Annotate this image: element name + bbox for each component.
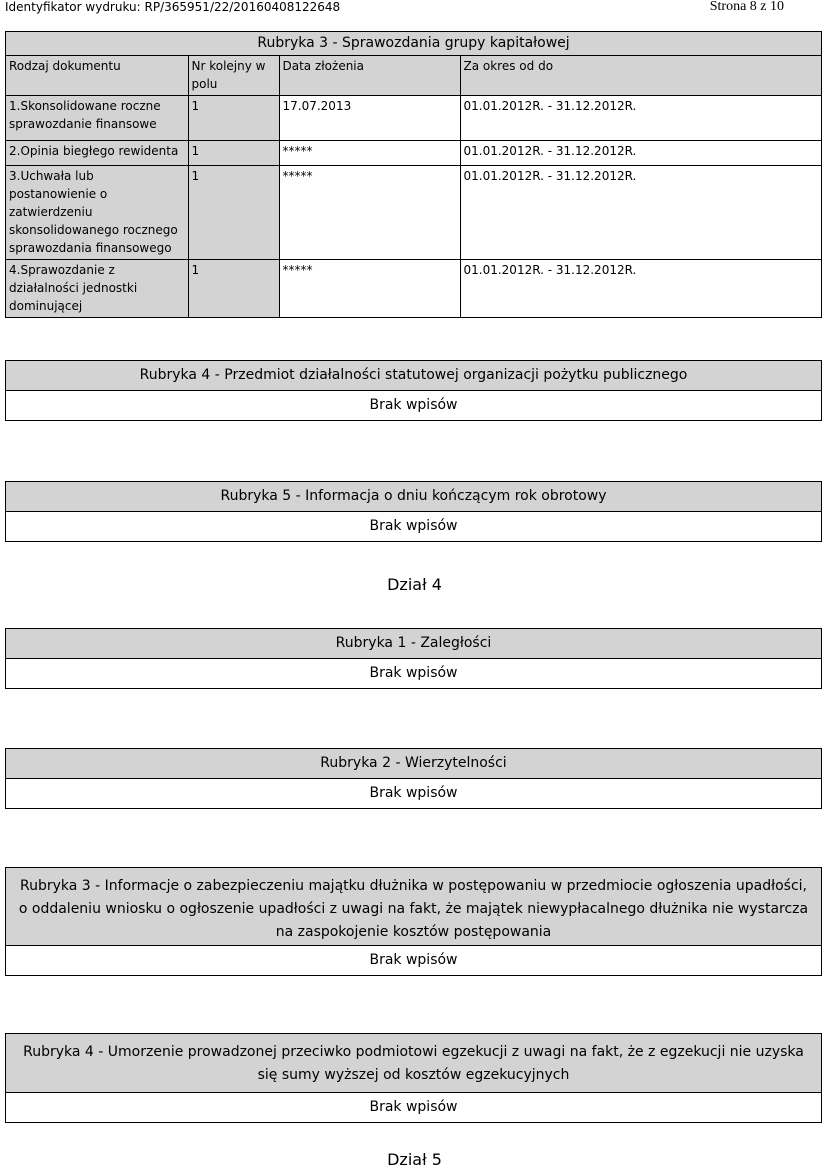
period-cell: 01.01.2012R. - 31.12.2012R.: [460, 260, 821, 318]
table-header-row: [6, 56, 821, 96]
reports-table: [6, 55, 821, 317]
rubryka-3-title: Rubryka 3 - Sprawozdania grupy kapitałowej: [6, 32, 821, 55]
section-title: Rubryka 4 - Umorzenie prowadzonej przeciwko podmiotowi egzekucji z uwagi na fakt, że z egzekucji nie uzyska się sumy wyższej od kosztów egzekucyjnych: [6, 1034, 821, 1093]
section-empty-text: Brak wpisów: [369, 665, 458, 681]
filing-date-cell: *****: [279, 260, 460, 318]
filing-date-cell: 17.07.2013: [279, 96, 460, 141]
page-number: Strona 8 z 10: [709, 0, 784, 14]
table-row: [6, 166, 821, 260]
column-header: Za okres od do: [460, 56, 821, 96]
sequence-number-cell: 1: [188, 141, 279, 166]
section-title: Rubryka 4 - Przedmiot działalności statutowej organizacji pożytku publicznego: [6, 361, 821, 391]
period-cell: 01.01.2012R. - 31.12.2012R.: [460, 96, 821, 141]
period-cell: 01.01.2012R. - 31.12.2012R.: [460, 141, 821, 166]
zabezpieczenie-majatku-box: [5, 867, 822, 976]
umorzenie-egzekucji-box: [5, 1033, 822, 1123]
document-type-cell: 2.Opinia biegłego rewidenta: [6, 141, 188, 166]
column-header: Rodzaj dokumentu: [6, 56, 188, 96]
sequence-number-cell: 1: [188, 260, 279, 318]
section-title: Rubryka 1 - Zaległości: [6, 629, 821, 659]
section-title: Rubryka 2 - Wierzytelności: [6, 749, 821, 779]
document-type-cell: 3.Uchwała lub postanowienie o zatwierdzeniu skonsolidowanego rocznego sprawozdania finansowego: [6, 166, 188, 260]
table-row: [6, 260, 821, 318]
dzial-5-heading: Dział 5: [387, 1150, 442, 1169]
section-empty-text: Brak wpisów: [369, 1099, 458, 1115]
rubryka-3-sprawozdania-box: [5, 31, 822, 318]
document-type-cell: 4.Sprawozdanie z działalności jednostki dominującej: [6, 260, 188, 318]
wierzytelnosci-box: [5, 748, 822, 809]
zaleglosci-box: [5, 628, 822, 689]
filing-date-cell: *****: [279, 166, 460, 260]
column-header: Data złożenia: [279, 56, 460, 96]
sequence-number-cell: 1: [188, 166, 279, 260]
table-row: [6, 96, 821, 141]
section-empty-text: Brak wpisów: [369, 397, 458, 413]
rubryka-4-box: [5, 360, 822, 421]
section-title: Rubryka 3 - Informacje o zabezpieczeniu majątku dłużnika w postępowaniu w przedmiocie ogłoszenia upadłości, o oddaleniu wniosku o ogłoszenie upadłości z uwagi na fakt, że majątek niewypłacalnego dłużnika nie wystarcza na zaspokojenie kosztów postępowania: [6, 868, 821, 946]
filing-date-cell: *****: [279, 141, 460, 166]
dzial-4-heading: Dział 4: [387, 575, 442, 594]
print-identifier: Identyfikator wydruku: RP/365951/22/20160408122648: [5, 0, 341, 14]
sequence-number-cell: 1: [188, 96, 279, 141]
section-empty-text: Brak wpisów: [369, 952, 458, 968]
document-type-cell: 1.Skonsolidowane roczne sprawozdanie finansowe: [6, 96, 188, 141]
column-header: Nr kolejny w polu: [188, 56, 279, 96]
section-empty-text: Brak wpisów: [369, 785, 458, 801]
period-cell: 01.01.2012R. - 31.12.2012R.: [460, 166, 821, 260]
rubryka-5-box: [5, 481, 822, 542]
section-empty-text: Brak wpisów: [369, 518, 458, 534]
table-row: [6, 141, 821, 166]
section-title: Rubryka 5 - Informacja o dniu kończącym rok obrotowy: [6, 482, 821, 512]
